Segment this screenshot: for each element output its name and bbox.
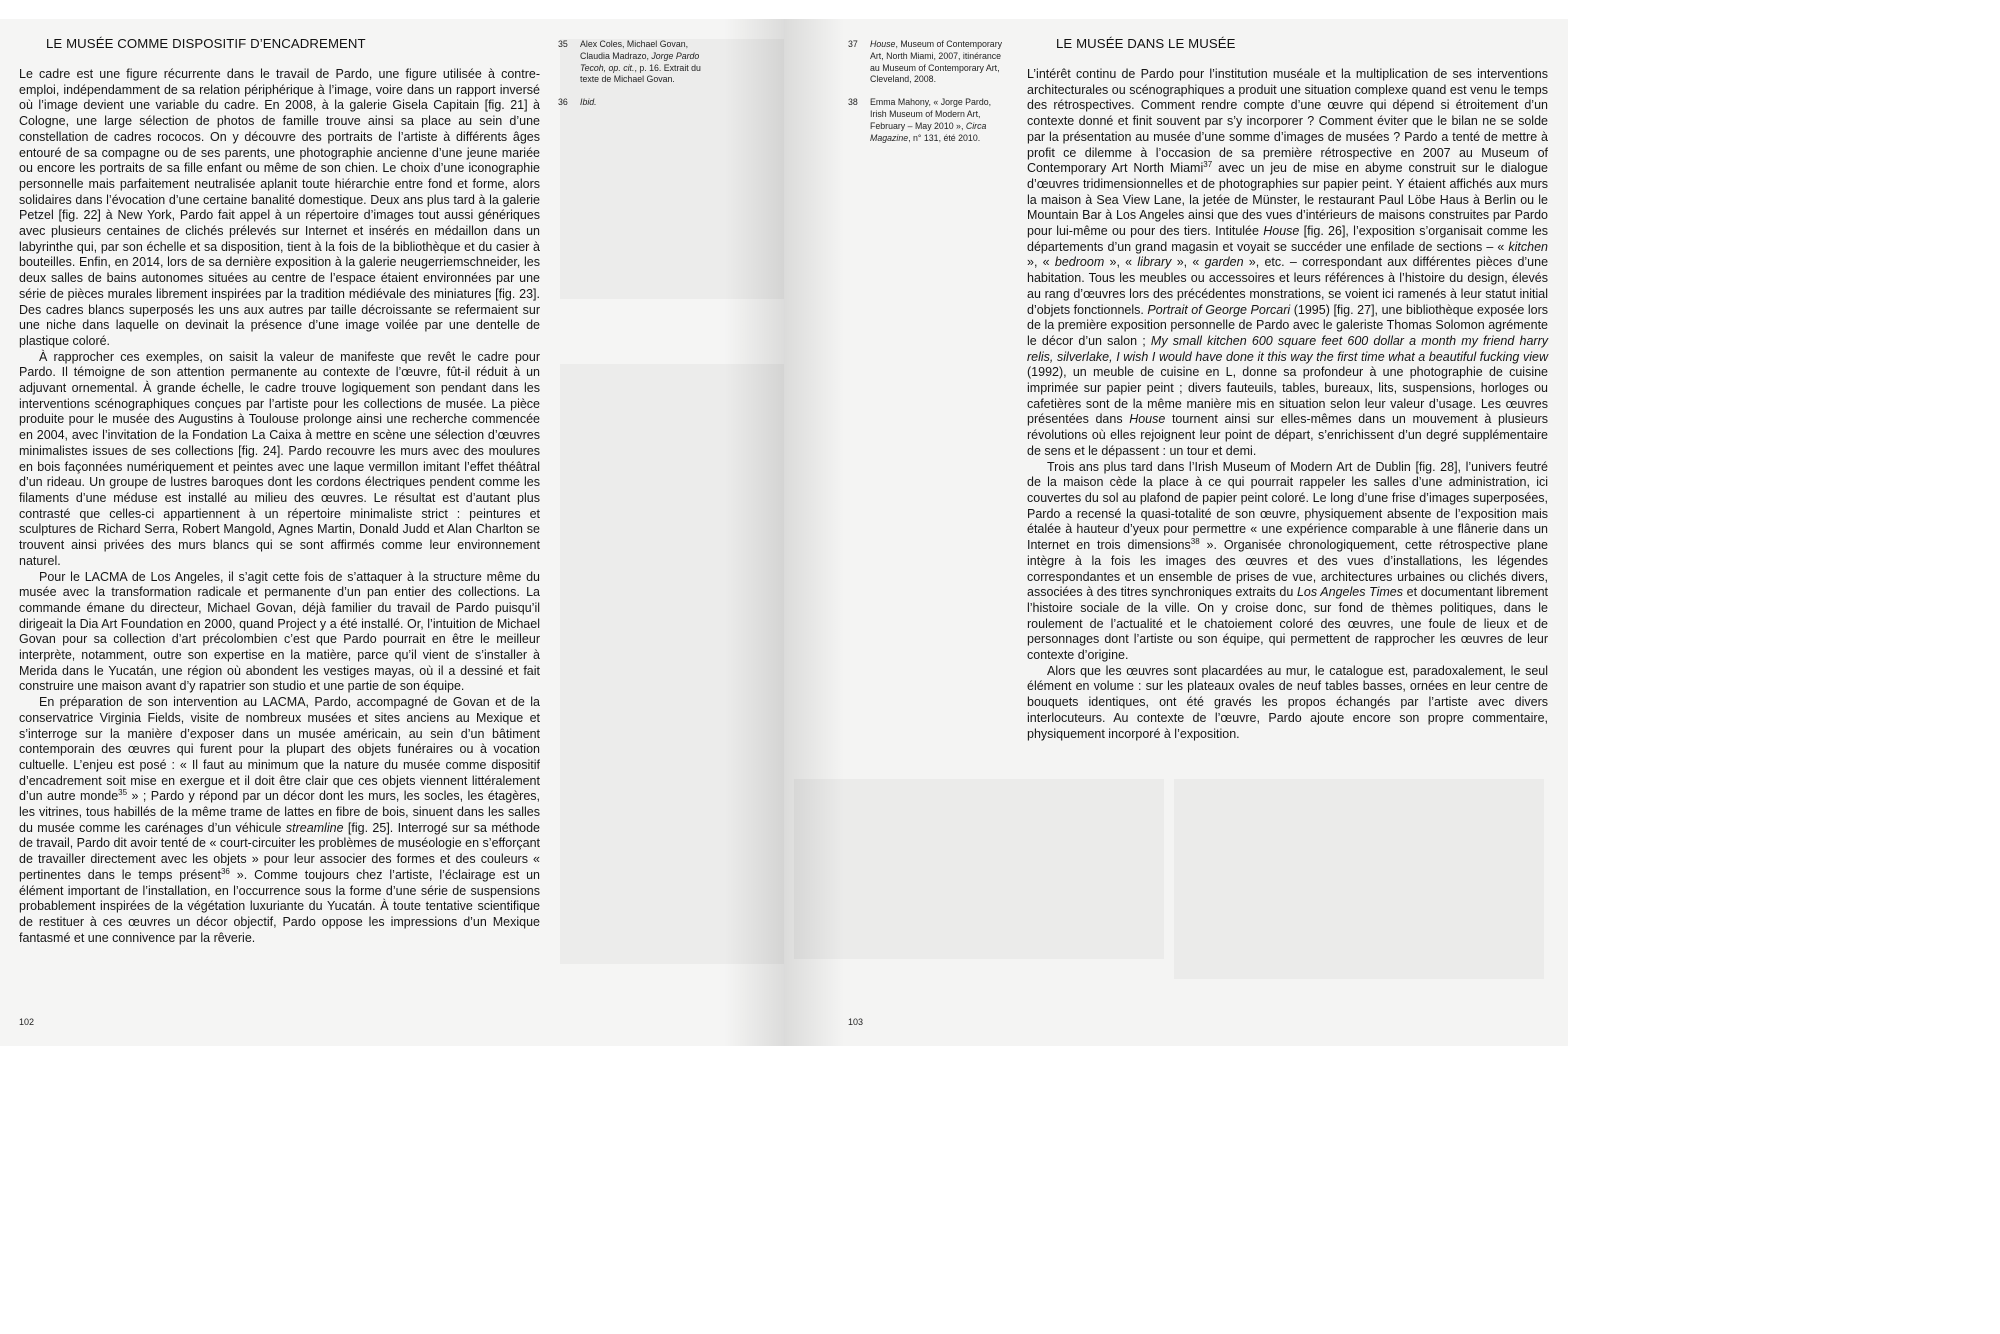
paragraph: Le cadre est une figure récurrente dans le travail de Pardo, une figure utilisée à contre-emploi, indépendamment de sa relation périphérique à l’image, voire dans un rapport inversé où l’image devient une variable du cadre. En 2008, à la galerie Gisela Capitain [fig. 21] à Cologne, une large sélection de photos de famille trouve ainsi sa place au sein d’une constellation de cadres rococos. On y découvre des portraits de l’artiste à différents âges entouré de sa compagne ou de ses parents, une photographie ancienne d’une jeune mariée ou encore les portraits de sa fille enfant ou même de son chien. Le choix d’une iconographie personnelle mais parfaitement neutralisée aplanit toute hiérarchie entre fond et forme, alors solidaires dans l’évocation d’une certaine banalité domestique. Deux ans plus tard à la galerie Petzel [fig. 22] à New York, Pardo fait appel à un répertoire d’images tout aussi génériques avec plusieurs centaines de clichés prélevés sur Internet et insérés en médaillon dans un labyrinthe qui, par son échelle et sa disposition, tient à la fois de la bibliothèque et du casier à bouteilles. Enfin, en 2014, lors de sa dernière exposition à la galerie neugerriemschneider, les deux salles de bains autonomes situées au centre de l’espace étaient environnées par une série de pièces murales librement inspirées par la tradition médiévale des miniatures [fig. 23]. Des cadres blancs superposés les uns aux autres par taille décroissante se refermaient sur une niche dans laquelle on devinait la présence d’une image voilée par une dentelle de plastique coloré. (19, 67, 540, 348)
footnotes (558, 39, 714, 120)
footnote-ref[interactable]: 35 (118, 788, 128, 798)
footnote-number: 36 (558, 97, 568, 108)
page-number: 103 (848, 1017, 864, 1027)
page-number: 102 (19, 1017, 35, 1027)
paragraph: Trois ans plus tard dans l’Irish Museum of Modern Art de Dublin [fig. 28], l’univers feutré de la maison cède la place à ce qui pourrait rappeler les salles d’une administration, ici couvertes du sol au plafond de papier peint coloré. Le long d’une frise d’images superposées, Pardo a recensé la quasi-totalité de son œuvre, physiquement absente de l’exposition mais étalée à hauteur d’yeux pour permettre « une expérience comparable à une flânerie dans un Internet en trois dimensions$^{38}$ ». Organisée chronologiquement, cette rétrospective plane intègre à la fois les images des œuvres et des vues d’installations, les légendes correspondantes et un ensemble de prises de vue, architectures urbaines ou clichés divers, associées à des titres synchroniques extraits du Los Angeles Times et documentant librement l’histoire sociale de la ville. On y croise donc, sur fond de thèmes politiques, dans le roulement de l’actualité et le chatoiement coloré des œuvres, une foule de lieux et de personnages dont l’artiste ou son équipe, qui permettent de rapprocher les œuvres de leur contexte d’origine. (1027, 459, 1549, 663)
paragraph: L’intérêt continu de Pardo pour l’institution muséale et la multiplication de ses interventions architecturales ou scénographiques a produit une situation complexe quand est venu le temps des rétrospectives. Comment rendre compte d’une œuvre qui dépend si étroitement d’un contexte donné et finit souvent par s’y incorporer ? Comment éviter que le bilan ne se solde par la présentation au musée d’une somme d’images de musées ? Pardo a tenté de mettre à profit ce dilemme à l’occasion de sa première rétrospective en 2007 au Museum of Contemporary Art North Miami$^{37}$ avec un jeu de mise en abyme construit sur le dialogue d’œuvres tridimensionnelles et de photographies sur papier peint. Y étaient affichés aux murs la maison à Sea View Lane, la jetée de Münster, le restaurant Paul Löbe Haus à Berlin ou le Mountain Bar à Los Angeles ainsi que des vues d’intérieurs de maisons construites par Pardo pour lui-même ou pour des tiers. Intitulée House [fig. 26], l’exposition s’organisait comme les départements d’un grand magasin et voyait se succéder une enfilade de sections – « kitchen », « bedroom », « library », « garden », etc. – correspondant aux différentes pièces d’une habitation. Tous les meubles ou accessoires et leurs références à l’histoire du design, élevés au rang d’œuvres lors des précédentes monstrations, se voient ici ramenés à leur statut initial d’objets fonctionnels. Portrait of George Porcari (1995) [fig. 27], une bibliothèque exposée lors de la première exposition personnelle de Pardo avec le galeriste Thomas Solomon agrémente le décor d’un salon ; My small kitchen 600 square feet 600 dollar a month my friend harry relis, silverlake, I wish I would have done it this way the first time what a beautiful fucking view (1992), un meuble de cuisine en L, donne sa profondeur à une photographie de cuisine imprimée sur papier peint ; divers fauteuils, tables, bureaux, lits, suspensions, horloges ou cafetières sont de la même manière mis en situation selon leur valeur d’usage. Les œuvres présentées dans House tournent ainsi sur elles-mêmes dans un mouvement à plusieurs révolutions où elles rejoignent leur point de départ, s’enrichissent d’un degré supplémentaire de sens et le dépassent : un tour et demi. (1027, 67, 1549, 458)
left-page (0, 19, 784, 1046)
footnote-ref[interactable]: 37 (1203, 160, 1213, 170)
footnote: 38 Emma Mahony, « Jorge Pardo, Irish Museum of Modern Art, February – May 2010 », Circa Magazine, n° 131, été 2010. (848, 97, 992, 143)
body-text (19, 67, 540, 946)
footnote-number: 37 (848, 39, 858, 49)
right-page (784, 19, 1568, 1046)
show-through-image (794, 779, 1164, 959)
section-heading: LE MUSÉE COMME DISPOSITIF D’ENCADREMENT (46, 36, 366, 51)
paragraph: Pour le LACMA de Los Angeles, il s’agit cette fois de s’attaquer à la structure même du musée avec la transformation radicale et permanente d’un pan entier des collections. La commande émane du directeur, Michael Govan, déjà familier du travail de Pardo puisqu’il dirigeait la Dia Art Foundation en 2000, quand Project y a été installé. Or, l’intuition de Michael Govan pour sa collection d’art précolombien c’est que Pardo pourrait en être le meilleur interprète, notamment, outre son expertise en la matière, parce qu’il vient de s’installer à Merida dans le Yucatán, une région où abondent les vestiges mayas, où il a dessiné et fait construire une maison avant d’y rapatrier son studio et une partie de son équipe. (19, 569, 540, 694)
gutter-shadow (724, 19, 784, 1046)
footnote-ref[interactable]: 36 (220, 866, 230, 876)
footnote-number: 38 (848, 97, 858, 108)
section-heading: LE MUSÉE DANS LE MUSÉE (1056, 36, 1236, 51)
paragraph: En préparation de son intervention au LACMA, Pardo, accompagné de Govan et de la conservatrice Virginia Fields, visite de nombreux musées et sites anciens au Mexique et s’interroge sur la manière d’exposer dans un musée américain, au sein d’un bâtiment contemporain des œuvres qui furent pour la plupart des objets funéraires ou à vocation cultuelle. L’enjeu est posé : « Il faut au minimum que la nature du musée comme dispositif d’encadrement soit mise en exergue et il doit être clair que ces objets viennent littéralement d’un autre monde$^{35}$ » ; Pardo y répond par un décor dont les murs, les socles, les étagères, les vitrines, tous habillés de la même trame de lattes en fibre de bois, sinuent dans les salles du musée comme les carénages d’un véhicule streamline [fig. 25]. Interrogé sur sa méthode de travail, Pardo dit avoir tenté de « court-circuiter les problèmes de muséologie en s’efforçant de travailler directement avec les objets » pour leur associer des formes et des couleurs « pertinentes dans le temps présent$^{36}$ ». Comme toujours chez l’artiste, l’éclairage est un élément important de l’installation, en l’occurrence sous la forme d’une série de suspensions probablement inspirées de la végétation luxuriante du Yucatán. À toute tentative scientifique de restituer à ces œuvres un décor objectif, Pardo oppose les impressions d’un Mexique fantasmé et une connivence par la rêverie. (19, 695, 541, 945)
footnote: 36 Ibid. (558, 97, 597, 108)
paragraph: À rapprocher ces exemples, on saisit la valeur de manifeste que revêt le cadre pour Pardo. Il témoigne de son attention permanente au contexte de l’œuvre, fût-il réduit à un adjuvant ornemental. À grande échelle, le cadre trouve logiquement son pendant dans les interventions scénographiques conçues par l’artiste pour les collections de musée. La pièce produite pour le musée des Augustins à Toulouse prolonge ainsi une recherche commencée en 2004, avec l’invitation de la Fondation La Caixa à mettre en scène une sélection d’œuvres minimalistes issues de ses collections [fig. 24]. Pardo recouvre les murs avec des moulures en bois façonnées numériquement et peintes avec une laque vermillon imitant l’effet théâtral d’un rideau. Un groupe de lustres baroques dont les cordons électriques pendent comme les filaments d’une méduse est installé au milieu des œuvres. Le résultat est d’autant plus contrasté que celles-ci appartiennent à un répertoire minimaliste strict : peintures et sculptures de Richard Serra, Robert Mangold, Agnes Martin, Donald Judd et Alan Charlton se trouvent ainsi privées des murs blancs qui se sont affirmés comme leur environnement naturel. (19, 349, 540, 568)
show-through-image (1174, 779, 1544, 979)
body-text (1027, 67, 1548, 742)
gutter-shadow (784, 19, 844, 1046)
footnotes (848, 39, 1008, 155)
footnote-ref[interactable]: 38 (1190, 537, 1200, 547)
footnote: 37 House, Museum of Contemporary Art, North Miami, 2007, itinérance au Museum of Contemporary Art, Cleveland, 2008. (848, 39, 1003, 85)
paragraph: Alors que les œuvres sont placardées au mur, le catalogue est, paradoxalement, le seul élément en volume : sur les plateaux ovales de neuf tables basses, ornées en leur centre de bouquets identiques, ont été gravés les propos échangés par l’artiste avec divers interlocuteurs. Au contexte de l’œuvre, Pardo ajoute encore son propre commentaire, physiquement incorporé à l’exposition. (1027, 663, 1548, 741)
footnote-number: 35 (558, 39, 568, 49)
footnote: 35 Alex Coles, Michael Govan, Claudia Madrazo, Jorge Pardo Tecoh, op. cit., p. 16. Extrait du texte de Michael Govan. (558, 39, 701, 85)
